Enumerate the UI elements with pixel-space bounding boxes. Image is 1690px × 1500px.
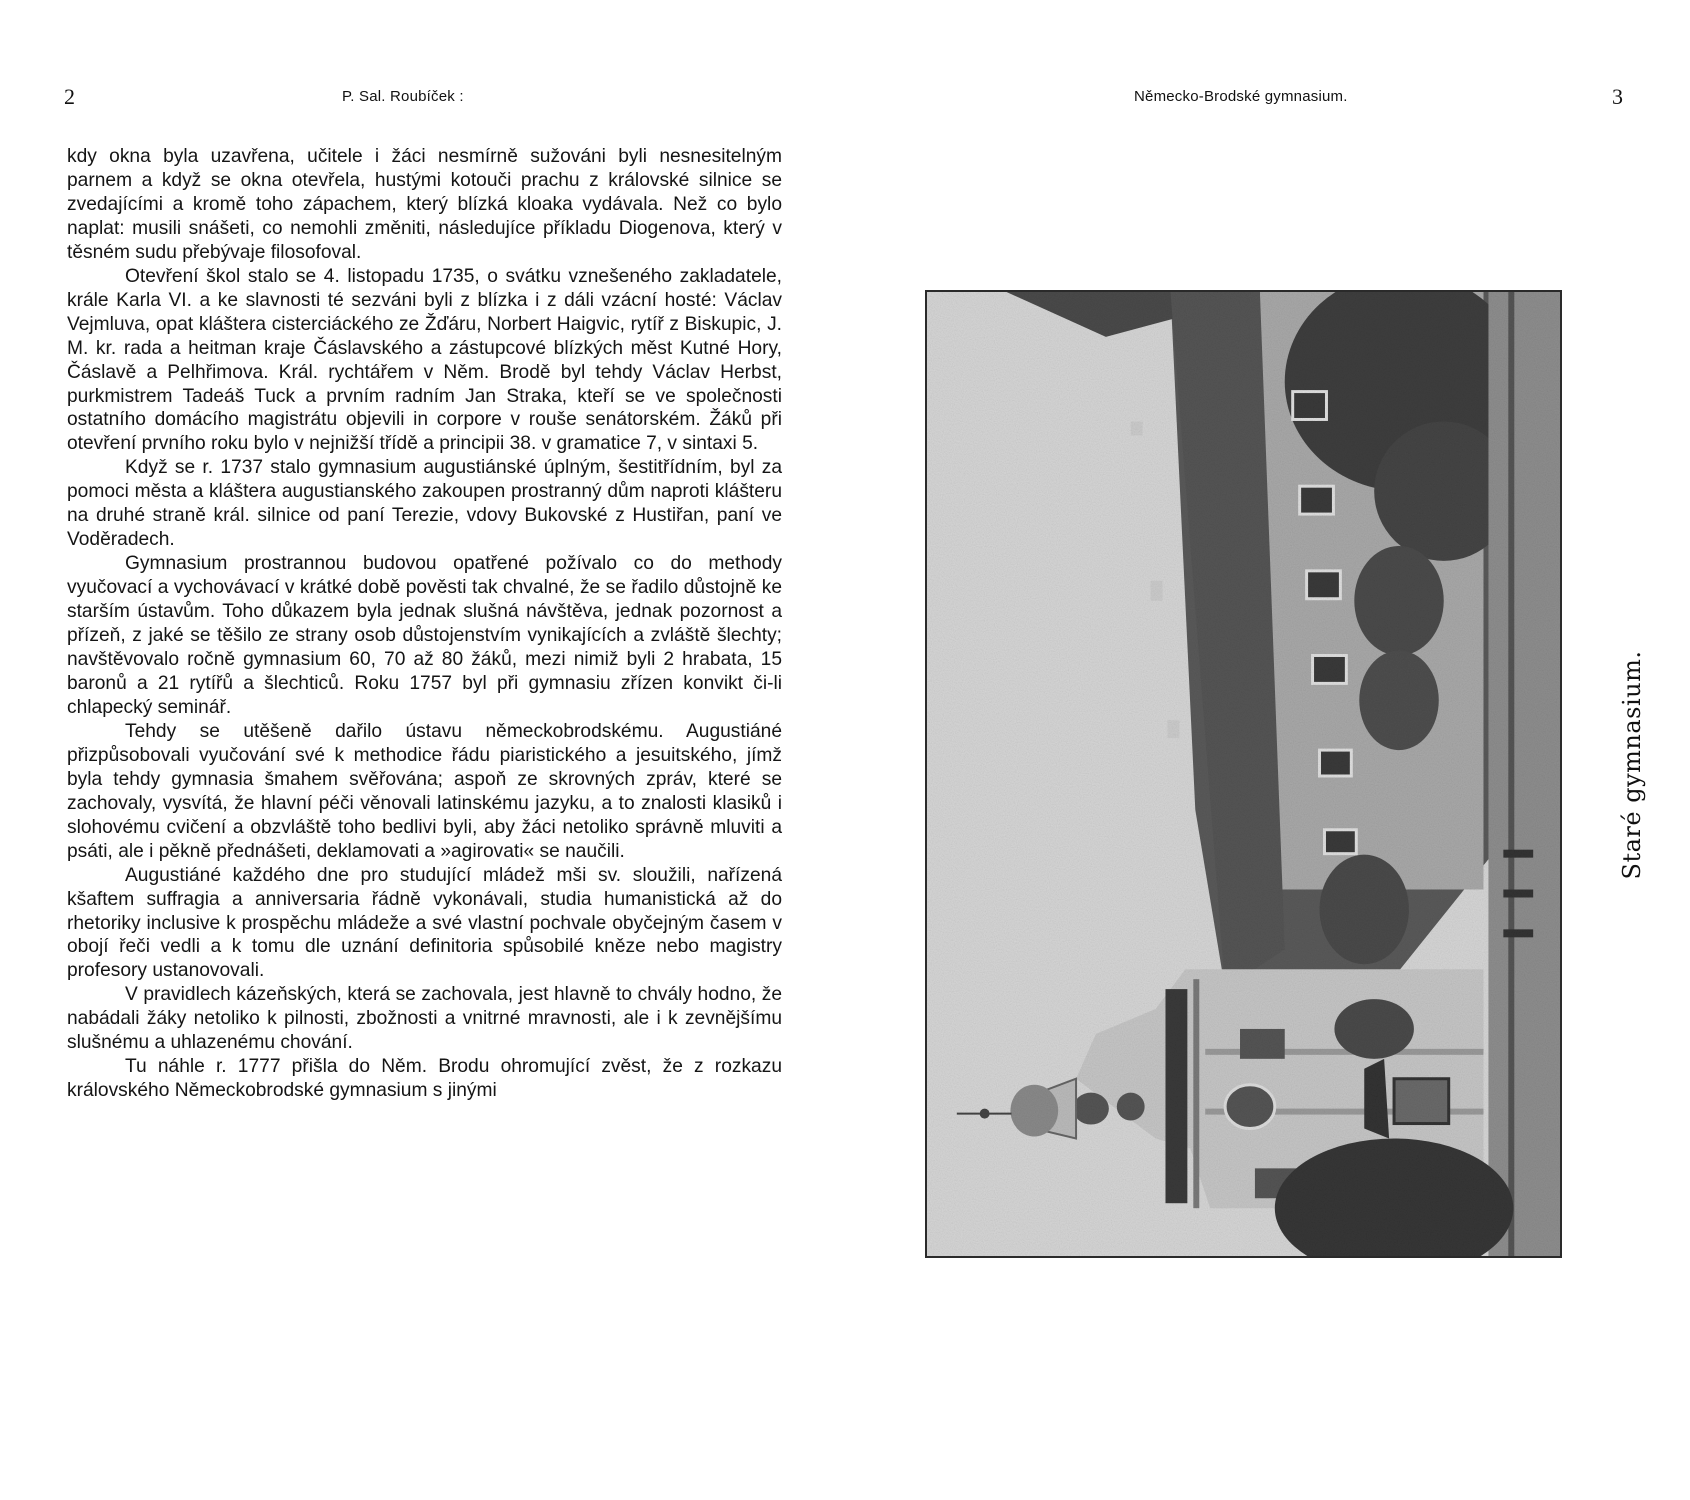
figure: [1503, 929, 1533, 937]
tree: [1359, 651, 1438, 751]
paragraph: Augustiáné každého dne pro studující mládež mši sv. sloužili, nařízená kšaftem suffragia a anniversaria řádně vykonávali, studia humanistická až do rhetoriky inclusive k prospěchu mládeže a své vlastní pochvale obyčejným časem v obojí řeči vedli a k tomu dle uznání definitoria spůsobilé kněze nebo magistry profesory ustanovovali.: [67, 864, 782, 982]
window: [1300, 486, 1334, 514]
doorway: [1394, 1079, 1449, 1124]
dormer: [1151, 581, 1163, 601]
tree: [1354, 546, 1443, 656]
fence-line: [1508, 292, 1514, 1256]
gymnasium-photograph: [925, 290, 1562, 1258]
quatrefoil-window: [1117, 1093, 1145, 1121]
photo-caption: Staré gymnasium.: [1618, 650, 1646, 880]
dormer: [1131, 421, 1143, 435]
window: [1320, 750, 1352, 776]
paragraph: Tehdy se utěšeně dařilo ústavu německobrodskému. Augustiáné přizpůsobovali vyučování své k methodice řádu piaristického a jesuitského, jímž byla tehdy gymnasia šmahem svěřována; aspoň ze skrovných zpráv, které se zachovaly, vysvítá, že hlavní péči věnovali latinskému jazyku, a to znalosti klasiků i slohovému cvičení a obzvláště toho bedlivi byli, aby žáci netoliko správně mluviti a psáti, ale i pěkně přednášeti, deklamovati a »agirovati« se naučili.: [67, 720, 782, 862]
paragraph: Když se r. 1737 stalo gymnasium augustiánské úplným, šestitřídním, byl za pomoci města a kláštera augustianského zakoupen prostranný dům naproti klášteru na druhé straně král. silnice od paní Terezie, vdovy Bukovské z Hustiřan, paní ve Voděradech.: [67, 457, 782, 551]
dormer: [1167, 720, 1179, 738]
paragraph: Gymnasium prostrannou budovou opatřené požívalo co do methody vyučovací a vychovávací v krátké době pověsti tak chvalné, že se řadilo důstojně ke starším ústavům. Toho důkazem byla jednak slušná návštěva, jednak pozornost a přízeň, z jaké se těšilo ze strany osob důstojenstvím vynikajících a zvláště šlechty; navštěvovalo ročně gymnasium 60, 70 až 80 žáků, mezi nimiž byli 2 hrabata, 15 baronů a 21 rytířů a šlechticů. Roku 1757 byl při gymnasiu zřízen konvikt či-li chlapecký seminář.: [67, 553, 782, 718]
figure: [1503, 890, 1533, 898]
window: [1293, 392, 1327, 420]
running-head-author: P. Sal. Roubíček :: [342, 88, 464, 105]
cornice: [1193, 979, 1199, 1208]
dome: [1010, 1085, 1058, 1137]
church-window: [1240, 1029, 1285, 1059]
photo-illustration: [927, 292, 1560, 1256]
ground: [1488, 292, 1560, 1256]
paragraph: Otevření škol stalo se 4. listopadu 1735, o svátku vznešeného zakladatele, krále Karla VI. a ke slavnosti té sezváni byli z blízka i z dáli vzácní hosté: Václav Vejmluva, opat kláštera cisterciáckého ze Žďáru, Norbert Haigvic, rytíř z Biskupic, J. M. kr. rada a heitman kraje Čáslavského a zástupcové blízkých měst Kutné Hory, Čáslavě a Pelhřimova. Král. rychtářem v Něm. Brodě byl tehdy Václav Herbst, purkmistrem Tadeáš Tuck a prvním radním Jan Straka, kteří se ve společnosti ostatního domácího magistrátu objevili in corpore v rouše senátorském. Žáků při otevření prvního roku bylo v nejnižší třídě a principii 38. v gramatice 7, v sintaxi 5.: [67, 265, 782, 455]
oval-window: [1225, 1085, 1275, 1129]
paragraph: kdy okna byla uzavřena, učitele i žáci nesmírně sužováni byli nesnesitelným parnem a když se okna otevřela, hustými kotouči prachu z královské silnice se zvedajícími a kromě toho zápachem, který blízká kloaka vydávala. Než co bylo naplat: musili snášeti, co nemohli změniti, následujíce příkladu Diogenova, který v těsném sudu přebývaje filosofoval.: [67, 146, 782, 263]
tree: [1334, 999, 1413, 1059]
page-number-right: 3: [1612, 84, 1623, 109]
tree: [1320, 855, 1409, 965]
figure: [1503, 850, 1533, 858]
window: [1307, 571, 1341, 599]
window: [1313, 655, 1347, 683]
paragraph: V pravidlech kázeňských, která se zachovala, jest hlavně to chvály hodno, že nabádali žáky netoliko k pilnosti, zbožnosti a vnitrné mravnosti, ale i k zevnějšímu slušnému a uhlazenému chování.: [67, 984, 782, 1054]
page-number-left: 2: [64, 84, 75, 109]
cornice: [1165, 989, 1187, 1203]
body-text-column: [67, 145, 782, 1103]
window: [1324, 830, 1356, 854]
running-head-title: Německo-Brodské gymnasium.: [1134, 88, 1348, 105]
paragraph: Tu náhle r. 1777 přišla do Něm. Brodu ohromující zvěst, že z rozkazu královského Německobrodské gymnasium s jinými: [67, 1056, 782, 1102]
oval-window: [1073, 1093, 1109, 1125]
